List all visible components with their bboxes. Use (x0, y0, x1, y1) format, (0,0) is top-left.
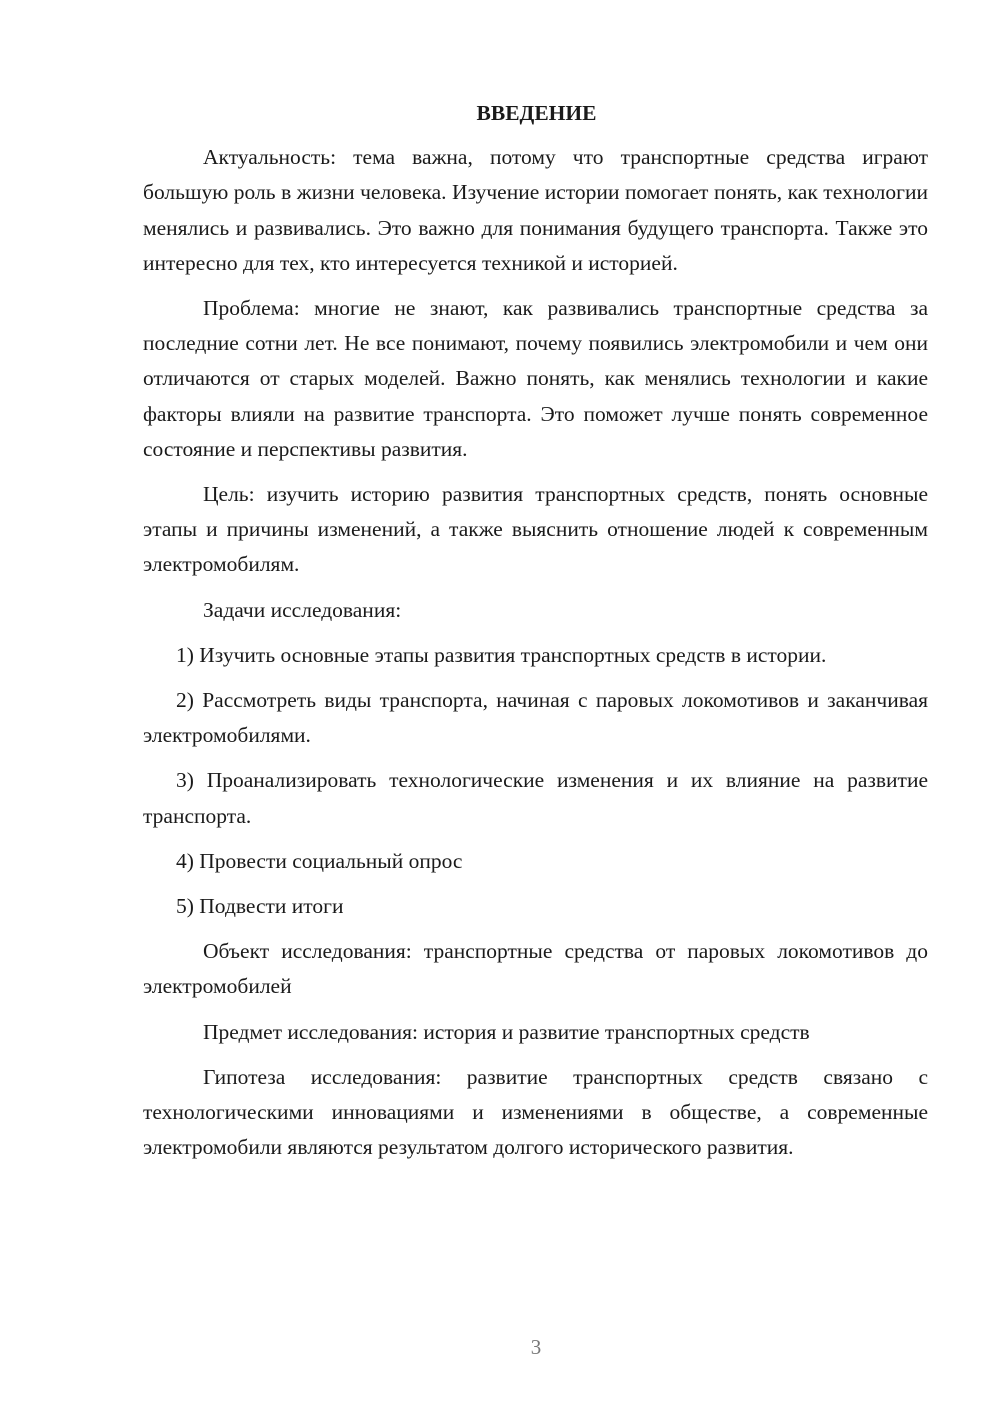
page-number: 3 (530, 1335, 542, 1359)
task-item-3: 3) Проанализировать технологические изменения и их влияние на развитие транспорта. (143, 768, 928, 828)
paragraph-problem: Проблема: многие не знают, как развивались транспортные средства за последние сотни лет. Не все понимают, почему появились электромобили и чем они отличаются от старых моделей. Важно понять, как менялись технологии и какие факторы влияли на развитие транспорта. Это поможет лучше понять современное состояние и перспективы развития. (143, 296, 928, 461)
task-item-1: 1) Изучить основные этапы развития транспортных средств в истории. (176, 642, 827, 667)
paragraph-object: Объект исследования: транспортные средства от паровых локомотивов до электромобилей (143, 939, 928, 999)
task-item-2: 2) Рассмотреть виды транспорта, начиная с паровых локомотивов и заканчивая электромобилями. (143, 688, 928, 748)
paragraph-goal: Цель: изучить историю развития транспортных средств, понять основные этапы и причины изменений, а также выяснить отношение людей к современным электромобилям. (143, 482, 928, 577)
paragraph-relevance: Актуальность: тема важна, потому что транспортные средства играют большую роль в жизни человека. Изучение истории помогает понять, как технологии менялись и развивались. Это важно для понимания будущего транспорта. Также это интересно для тех, кто интересуется техникой и историей. (143, 145, 928, 275)
task-item-5: 5) Подвести итоги (176, 894, 344, 919)
page-title: ВВЕДЕНИЕ (476, 101, 597, 125)
paragraph-hypothesis: Гипотеза исследования: развитие транспортных средств связано с технологическими инновациями и изменениями в обществе, а современные электромобили являются результатом долгого исторического развития. (143, 1064, 928, 1160)
paragraph-tasks-heading: Задачи исследования: (203, 597, 402, 622)
task-item-4: 4) Провести социальный опрос (176, 848, 463, 873)
page-body (143, 96, 928, 1175)
paragraph-subject: Предмет исследования: история и развитие транспортных средств (203, 1019, 810, 1044)
